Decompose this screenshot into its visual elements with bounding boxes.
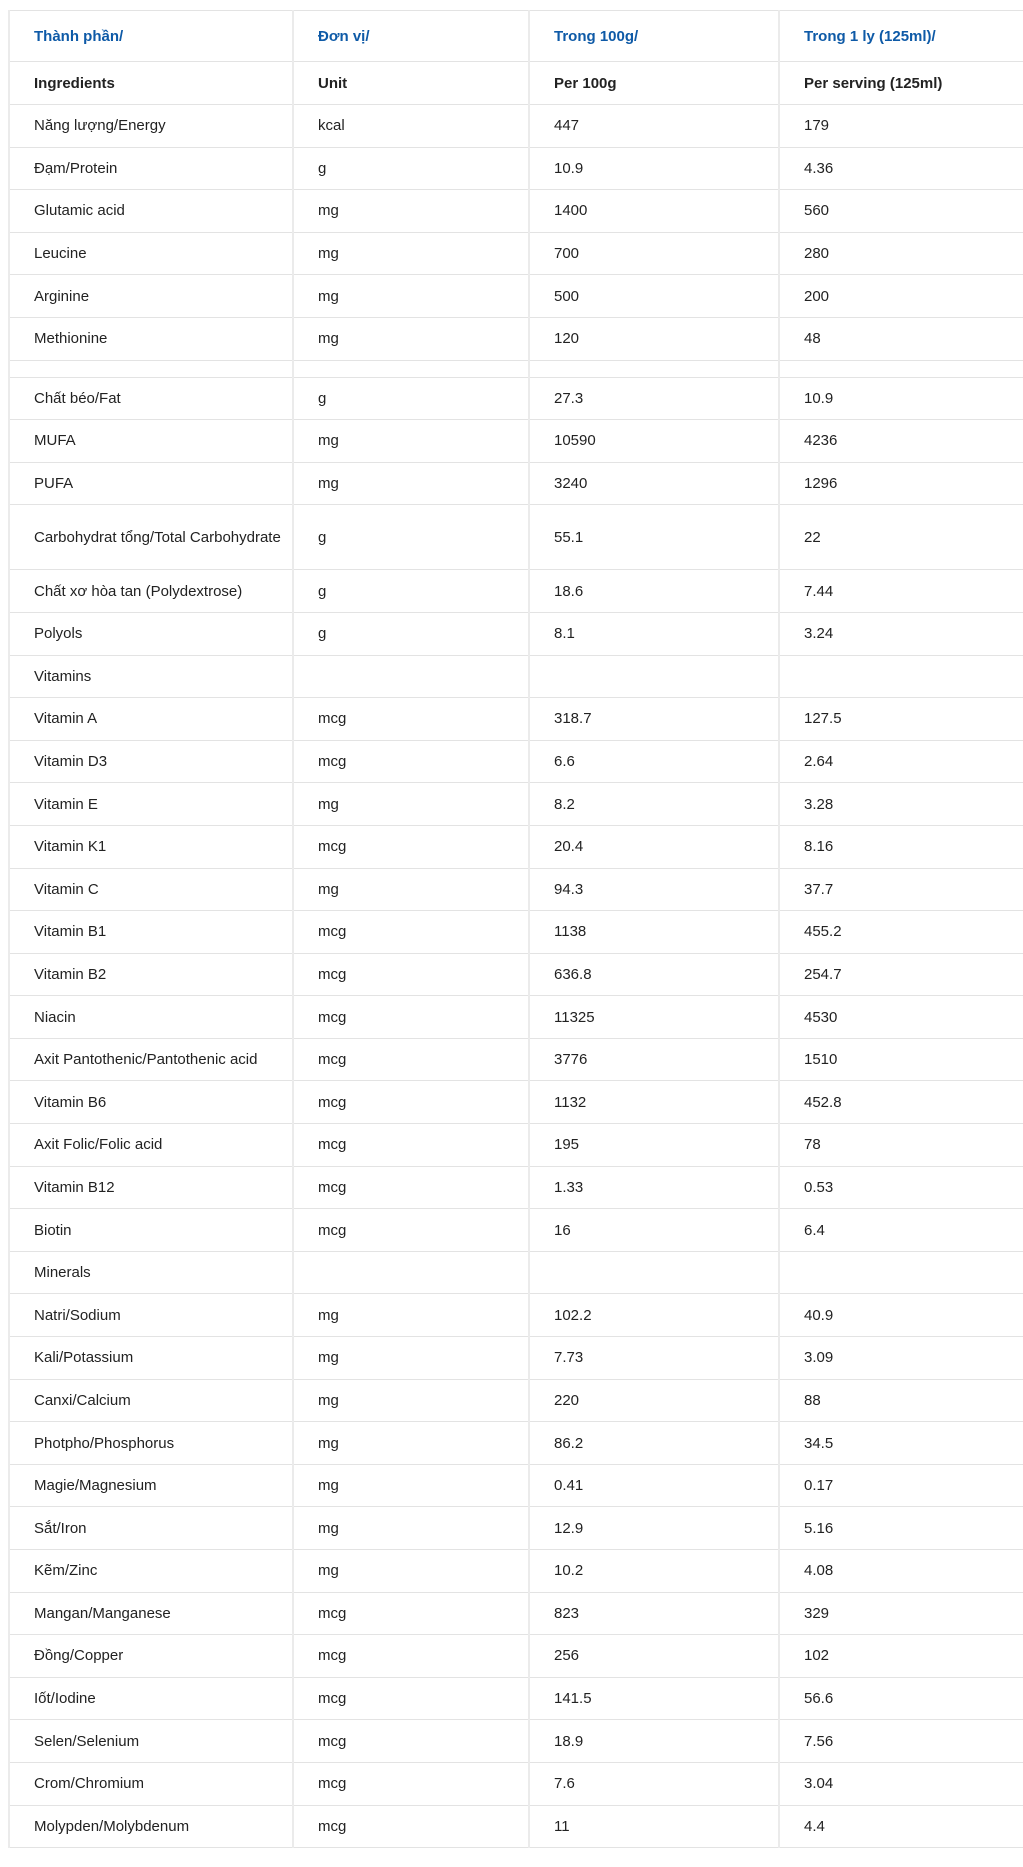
per100g-cell: 1132 (529, 1081, 779, 1124)
unit-cell: mcg (293, 1209, 529, 1252)
header-row-vietnamese (9, 11, 1023, 62)
per100g-cell: 10.9 (529, 147, 779, 190)
per-serving-cell: 3.28 (779, 783, 1023, 826)
per100g-cell: 7.6 (529, 1762, 779, 1805)
table-row (9, 953, 1023, 996)
unit-cell: mcg (293, 1592, 529, 1635)
per100g-cell: 1400 (529, 190, 779, 233)
ingredient-cell: Vitamin B2 (9, 953, 293, 996)
ingredient-cell: Đồng/Copper (9, 1635, 293, 1678)
per-serving-cell: 78 (779, 1124, 1023, 1167)
per100g-cell: 16 (529, 1209, 779, 1252)
ingredient-cell: Molypden/Molybdenum (9, 1805, 293, 1848)
per-serving-cell: 4.4 (779, 1805, 1023, 1848)
table-row (9, 147, 1023, 190)
ingredient-cell (9, 360, 293, 377)
unit-cell: mg (293, 317, 529, 360)
per-serving-cell: 1296 (779, 462, 1023, 505)
per100g-cell: 636.8 (529, 953, 779, 996)
per-serving-cell: 0.17 (779, 1464, 1023, 1507)
table-row (9, 1720, 1023, 1763)
ingredient-cell: Sắt/Iron (9, 1507, 293, 1550)
per100g-cell: 11325 (529, 996, 779, 1039)
table-row (9, 740, 1023, 783)
ingredient-cell: Axit Pantothenic/Pantothenic acid (9, 1038, 293, 1081)
header-ingredient-en: Ingredients (9, 62, 293, 105)
table-row (9, 505, 1023, 570)
per100g-cell (529, 655, 779, 698)
header-ingredient-vi: Thành phần/ (9, 11, 293, 62)
ingredient-cell: Magie/Magnesium (9, 1464, 293, 1507)
per100g-cell: 318.7 (529, 698, 779, 741)
per-serving-cell: 452.8 (779, 1081, 1023, 1124)
table-row (9, 570, 1023, 613)
per100g-cell: 8.2 (529, 783, 779, 826)
unit-cell: g (293, 147, 529, 190)
unit-cell: g (293, 377, 529, 420)
ingredient-cell: Vitamin E (9, 783, 293, 826)
per100g-cell: 18.9 (529, 1720, 779, 1763)
ingredient-cell: MUFA (9, 420, 293, 463)
per-serving-cell: 22 (779, 505, 1023, 570)
unit-cell: mcg (293, 1635, 529, 1678)
table-row (9, 420, 1023, 463)
per-serving-cell: 4.36 (779, 147, 1023, 190)
ingredient-cell: Kali/Potassium (9, 1337, 293, 1380)
per100g-cell: 823 (529, 1592, 779, 1635)
table-row (9, 462, 1023, 505)
per100g-cell: 27.3 (529, 377, 779, 420)
per-serving-cell: 3.09 (779, 1337, 1023, 1380)
ingredient-cell: Đạm/Protein (9, 147, 293, 190)
per-serving-cell (779, 360, 1023, 377)
table-row (9, 360, 1023, 377)
ingredient-cell: Arginine (9, 275, 293, 318)
table-row (9, 1592, 1023, 1635)
per100g-cell: 18.6 (529, 570, 779, 613)
header-unit-vi: Đơn vị/ (293, 11, 529, 62)
ingredient-cell: Vitamin B12 (9, 1166, 293, 1209)
ingredient-cell: Vitamin B6 (9, 1081, 293, 1124)
unit-cell: mg (293, 232, 529, 275)
ingredient-cell: Axit Folic/Folic acid (9, 1124, 293, 1167)
per100g-cell: 94.3 (529, 868, 779, 911)
table-row (9, 1507, 1023, 1550)
per100g-cell (529, 1251, 779, 1294)
table-row (9, 655, 1023, 698)
per-serving-cell: 127.5 (779, 698, 1023, 741)
unit-cell: mcg (293, 953, 529, 996)
per-serving-cell: 6.4 (779, 1209, 1023, 1252)
ingredient-cell: Vitamin D3 (9, 740, 293, 783)
ingredient-cell: Vitamin C (9, 868, 293, 911)
per-serving-cell (779, 1251, 1023, 1294)
header-per100g-en: Per 100g (529, 62, 779, 105)
unit-cell: mg (293, 783, 529, 826)
per-serving-cell: 102 (779, 1635, 1023, 1678)
per-serving-cell: 8.16 (779, 825, 1023, 868)
unit-cell: mcg (293, 1081, 529, 1124)
ingredient-cell: Canxi/Calcium (9, 1379, 293, 1422)
table-row (9, 105, 1023, 148)
per-serving-cell: 200 (779, 275, 1023, 318)
ingredient-cell: Photpho/Phosphorus (9, 1422, 293, 1465)
header-serving-en: Per serving (125ml) (779, 62, 1023, 105)
per100g-cell: 141.5 (529, 1677, 779, 1720)
ingredient-cell: Chất béo/Fat (9, 377, 293, 420)
ingredient-cell: Vitamin A (9, 698, 293, 741)
per100g-cell: 12.9 (529, 1507, 779, 1550)
table-row (9, 1464, 1023, 1507)
ingredient-cell: Crom/Chromium (9, 1762, 293, 1805)
table-row (9, 1422, 1023, 1465)
unit-cell: mg (293, 1550, 529, 1593)
unit-cell: mg (293, 275, 529, 318)
table-row (9, 232, 1023, 275)
per100g-cell: 1138 (529, 911, 779, 954)
ingredient-cell: Vitamin B1 (9, 911, 293, 954)
per-serving-cell: 4530 (779, 996, 1023, 1039)
per100g-cell: 256 (529, 1635, 779, 1678)
table-row (9, 996, 1023, 1039)
per100g-cell: 55.1 (529, 505, 779, 570)
per-serving-cell: 560 (779, 190, 1023, 233)
per100g-cell: 500 (529, 275, 779, 318)
unit-cell: mcg (293, 1038, 529, 1081)
per-serving-cell: 10.9 (779, 377, 1023, 420)
per100g-cell: 195 (529, 1124, 779, 1167)
unit-cell: mg (293, 1422, 529, 1465)
per-serving-cell: 40.9 (779, 1294, 1023, 1337)
per-serving-cell: 179 (779, 105, 1023, 148)
ingredient-cell: Polyols (9, 612, 293, 655)
per100g-cell: 10.2 (529, 1550, 779, 1593)
per100g-cell: 447 (529, 105, 779, 148)
unit-cell: mcg (293, 911, 529, 954)
ingredient-cell: Niacin (9, 996, 293, 1039)
ingredient-cell: Vitamins (9, 655, 293, 698)
table-row (9, 783, 1023, 826)
per-serving-cell: 48 (779, 317, 1023, 360)
table-row (9, 1379, 1023, 1422)
unit-cell: mg (293, 420, 529, 463)
per-serving-cell: 3.04 (779, 1762, 1023, 1805)
table-row (9, 1337, 1023, 1380)
ingredient-cell: Minerals (9, 1251, 293, 1294)
per100g-cell: 700 (529, 232, 779, 275)
unit-cell: mcg (293, 1166, 529, 1209)
per-serving-cell: 37.7 (779, 868, 1023, 911)
nutrition-table-body (9, 105, 1023, 1848)
per-serving-cell: 56.6 (779, 1677, 1023, 1720)
ingredient-cell: Mangan/Manganese (9, 1592, 293, 1635)
unit-cell: mcg (293, 1805, 529, 1848)
table-row (9, 825, 1023, 868)
unit-cell: mg (293, 1507, 529, 1550)
nutrition-table (8, 10, 1023, 1848)
per-serving-cell: 280 (779, 232, 1023, 275)
unit-cell: g (293, 505, 529, 570)
unit-cell: mg (293, 1464, 529, 1507)
per-serving-cell: 254.7 (779, 953, 1023, 996)
per-serving-cell: 329 (779, 1592, 1023, 1635)
table-row (9, 190, 1023, 233)
header-unit-en: Unit (293, 62, 529, 105)
table-row (9, 1805, 1023, 1848)
ingredient-cell: Leucine (9, 232, 293, 275)
per-serving-cell: 0.53 (779, 1166, 1023, 1209)
table-row (9, 377, 1023, 420)
ingredient-cell: PUFA (9, 462, 293, 505)
per-serving-cell: 3.24 (779, 612, 1023, 655)
per100g-cell: 7.73 (529, 1337, 779, 1380)
table-row (9, 911, 1023, 954)
table-row (9, 1294, 1023, 1337)
unit-cell (293, 1251, 529, 1294)
per-serving-cell: 34.5 (779, 1422, 1023, 1465)
unit-cell: mg (293, 190, 529, 233)
ingredient-cell: Carbohydrat tổng/Total Carbohydrate (9, 505, 293, 570)
unit-cell: mcg (293, 825, 529, 868)
table-row (9, 1251, 1023, 1294)
per-serving-cell: 4236 (779, 420, 1023, 463)
ingredient-cell: Glutamic acid (9, 190, 293, 233)
ingredient-cell: Natri/Sodium (9, 1294, 293, 1337)
ingredient-cell: Năng lượng/Energy (9, 105, 293, 148)
unit-cell: mcg (293, 1762, 529, 1805)
unit-cell: mcg (293, 698, 529, 741)
ingredient-cell: Biotin (9, 1209, 293, 1252)
ingredient-cell: Selen/Selenium (9, 1720, 293, 1763)
unit-cell: mg (293, 1337, 529, 1380)
per-serving-cell: 88 (779, 1379, 1023, 1422)
per-serving-cell: 7.56 (779, 1720, 1023, 1763)
unit-cell: kcal (293, 105, 529, 148)
table-row (9, 1124, 1023, 1167)
table-row (9, 275, 1023, 318)
unit-cell: mcg (293, 1124, 529, 1167)
per-serving-cell (779, 655, 1023, 698)
per100g-cell: 102.2 (529, 1294, 779, 1337)
per100g-cell: 20.4 (529, 825, 779, 868)
per-serving-cell: 4.08 (779, 1550, 1023, 1593)
unit-cell: mg (293, 1379, 529, 1422)
unit-cell (293, 655, 529, 698)
table-row (9, 1550, 1023, 1593)
unit-cell: mg (293, 1294, 529, 1337)
table-row (9, 1762, 1023, 1805)
table-row (9, 1038, 1023, 1081)
table-row (9, 1166, 1023, 1209)
ingredient-cell: Kẽm/Zinc (9, 1550, 293, 1593)
ingredient-cell: Methionine (9, 317, 293, 360)
per100g-cell: 1.33 (529, 1166, 779, 1209)
unit-cell: mcg (293, 1677, 529, 1720)
ingredient-cell: Iốt/Iodine (9, 1677, 293, 1720)
table-row (9, 1081, 1023, 1124)
unit-cell: mcg (293, 740, 529, 783)
per100g-cell: 86.2 (529, 1422, 779, 1465)
header-row-english (9, 62, 1023, 105)
per-serving-cell: 1510 (779, 1038, 1023, 1081)
unit-cell: mg (293, 868, 529, 911)
table-row (9, 698, 1023, 741)
per100g-cell: 8.1 (529, 612, 779, 655)
per100g-cell: 6.6 (529, 740, 779, 783)
per100g-cell: 3776 (529, 1038, 779, 1081)
per100g-cell: 220 (529, 1379, 779, 1422)
per100g-cell: 3240 (529, 462, 779, 505)
per-serving-cell: 2.64 (779, 740, 1023, 783)
unit-cell: g (293, 570, 529, 613)
ingredient-cell: Chất xơ hòa tan (Polydextrose) (9, 570, 293, 613)
per100g-cell: 10590 (529, 420, 779, 463)
header-serving-vi: Trong 1 ly (125ml)/ (779, 11, 1023, 62)
header-per100g-vi: Trong 100g/ (529, 11, 779, 62)
per100g-cell: 0.41 (529, 1464, 779, 1507)
per100g-cell: 11 (529, 1805, 779, 1848)
per100g-cell (529, 360, 779, 377)
unit-cell (293, 360, 529, 377)
per-serving-cell: 7.44 (779, 570, 1023, 613)
per-serving-cell: 455.2 (779, 911, 1023, 954)
unit-cell: g (293, 612, 529, 655)
unit-cell: mcg (293, 996, 529, 1039)
per100g-cell: 120 (529, 317, 779, 360)
table-row (9, 1209, 1023, 1252)
ingredient-cell: Vitamin K1 (9, 825, 293, 868)
unit-cell: mcg (293, 1720, 529, 1763)
table-row (9, 868, 1023, 911)
table-row (9, 317, 1023, 360)
table-row (9, 1677, 1023, 1720)
nutrition-table-container (8, 10, 1023, 1848)
table-row (9, 612, 1023, 655)
unit-cell: mg (293, 462, 529, 505)
table-row (9, 1635, 1023, 1678)
per-serving-cell: 5.16 (779, 1507, 1023, 1550)
